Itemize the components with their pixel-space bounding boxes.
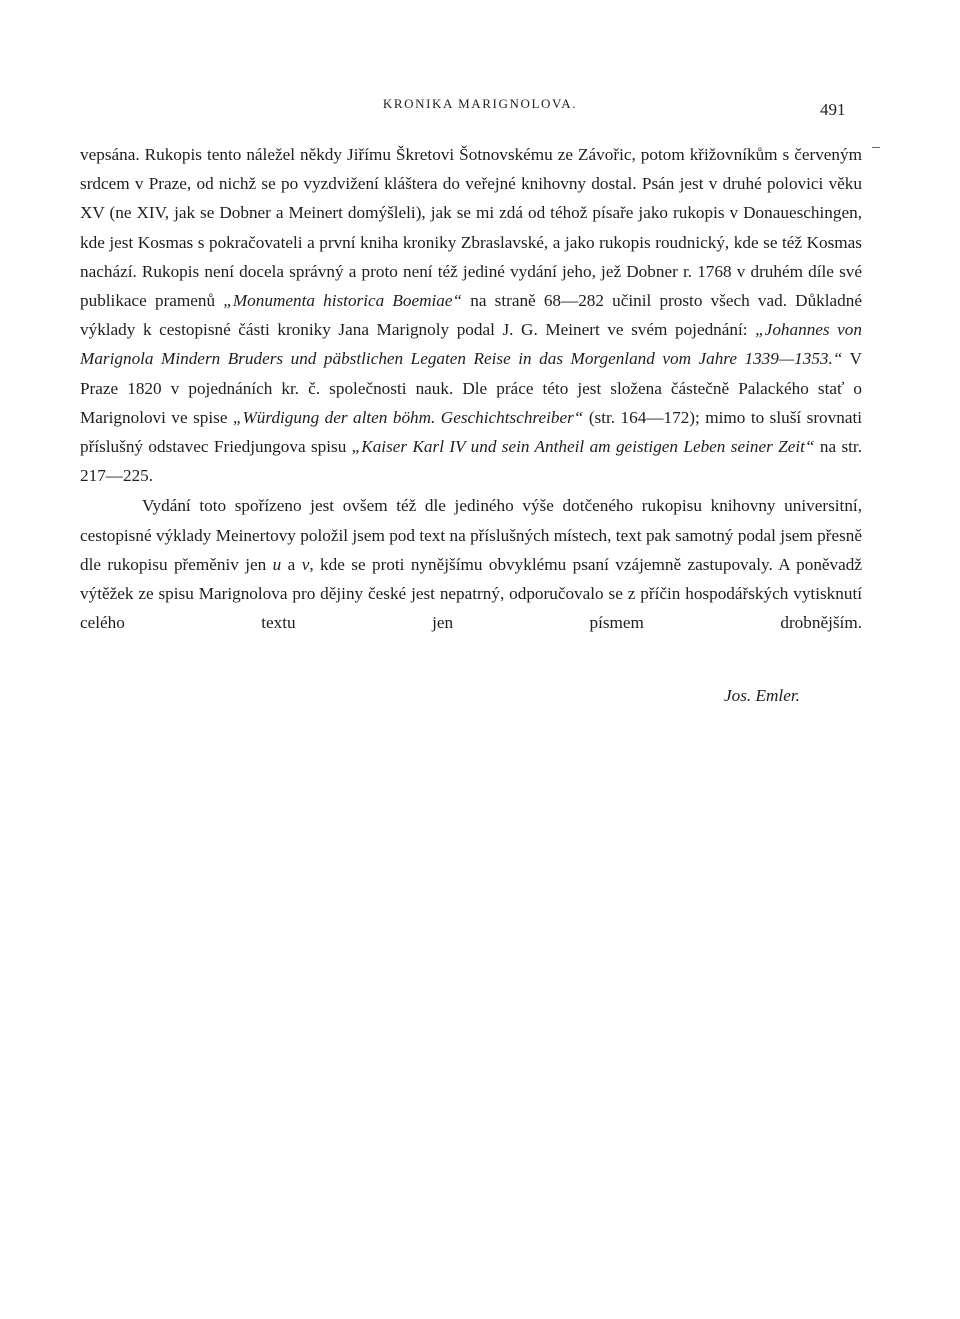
- margin-mark: [872, 147, 880, 148]
- text-run: a: [281, 554, 302, 574]
- text-run: na str. 217—225.: [80, 437, 862, 486]
- italic-letter-u: u: [272, 554, 282, 574]
- paragraph-1: [80, 140, 862, 490]
- text-run: Vydání toto spořízeno jest ovšem též dle jediného výše dotčeného rukopisu knihovny universitní, cestopisné výklady Meinertovy položil jsem pod text na příslušných místech, text pak samotný podal jsem přesně dle rukopisu přeměniv jen: [80, 496, 862, 574]
- text-run: V Praze 1820 v pojednáních kr. č. společnosti nauk. Dle práce této jest složena částečně Palackého stať o Marignolovi ve spise: [80, 349, 862, 427]
- text-run: (str. 164—172); mimo to sluší srovnati příslušný odstavec Friedjungova spisu: [80, 407, 862, 457]
- page-number: 491: [820, 100, 846, 119]
- text-run: vepsána. Rukopis tento náležel někdy Jiřímu Škretovi Šotnovskému ze Závořic, potom křižovníkům s červeným srdcem v Praze, od nichž se po vyzdvižení kláštera do veřejné knihovny dostal. Psán jest v druhé polovici věku XV (ne XIV, jak se Dobner a Meinert domýšleli), jak se mi zdá od téhož písaře jako rukopis v Donaueschingen, kde jest Kosmas s pokračovateli a první kniha kroniky Zbraslavské, a jako rukopis roudnický, kde se též Kosmas nachází. Rukopis není docela správný a proto není též jediné vydání jeho, jež Dobner r. 1768 v druhém díle své publikace pramenů: [80, 145, 862, 311]
- italic-title-monumenta: „Monumenta historica Boemiae“: [223, 291, 463, 311]
- italic-letter-v: v: [301, 554, 310, 574]
- author-signature: Jos. Emler.: [724, 686, 800, 705]
- text-run: na straně 68—282 učinil prosto všech vad. Důkladné výklady k cestopisné části kroniky Jana Marignoly podal J. G. Meinert ve svém pojednání:: [80, 291, 862, 340]
- text-run: , kde se proti nynějšímu obvyklému psaní vzájemně zastupovaly. A poněvadž výtěžek ze spisu Marignolova pro dějiny české jest nepatrný, odporučovalo se z příčin hospodářských vytisknutí celého textu jen písmem drobnějším.: [80, 554, 862, 633]
- italic-title-reise: „Johannes von Marignola Mindern Bruders und päbstlichen Legaten Reise in das Morgenland vom Jahre 1339—1353.“: [80, 320, 862, 369]
- italic-title-wurdigung: „Würdigung der alten böhm. Geschichtschreiber“: [232, 407, 584, 427]
- running-head: KRONIKA MARIGNOLOVA.: [382, 96, 578, 111]
- italic-title-kaiser-karl: „Kaiser Karl IV und sein Antheil am geistigen Leben seiner Zeit“: [351, 437, 815, 457]
- body-text: [80, 140, 862, 637]
- paragraph-2: [80, 491, 862, 637]
